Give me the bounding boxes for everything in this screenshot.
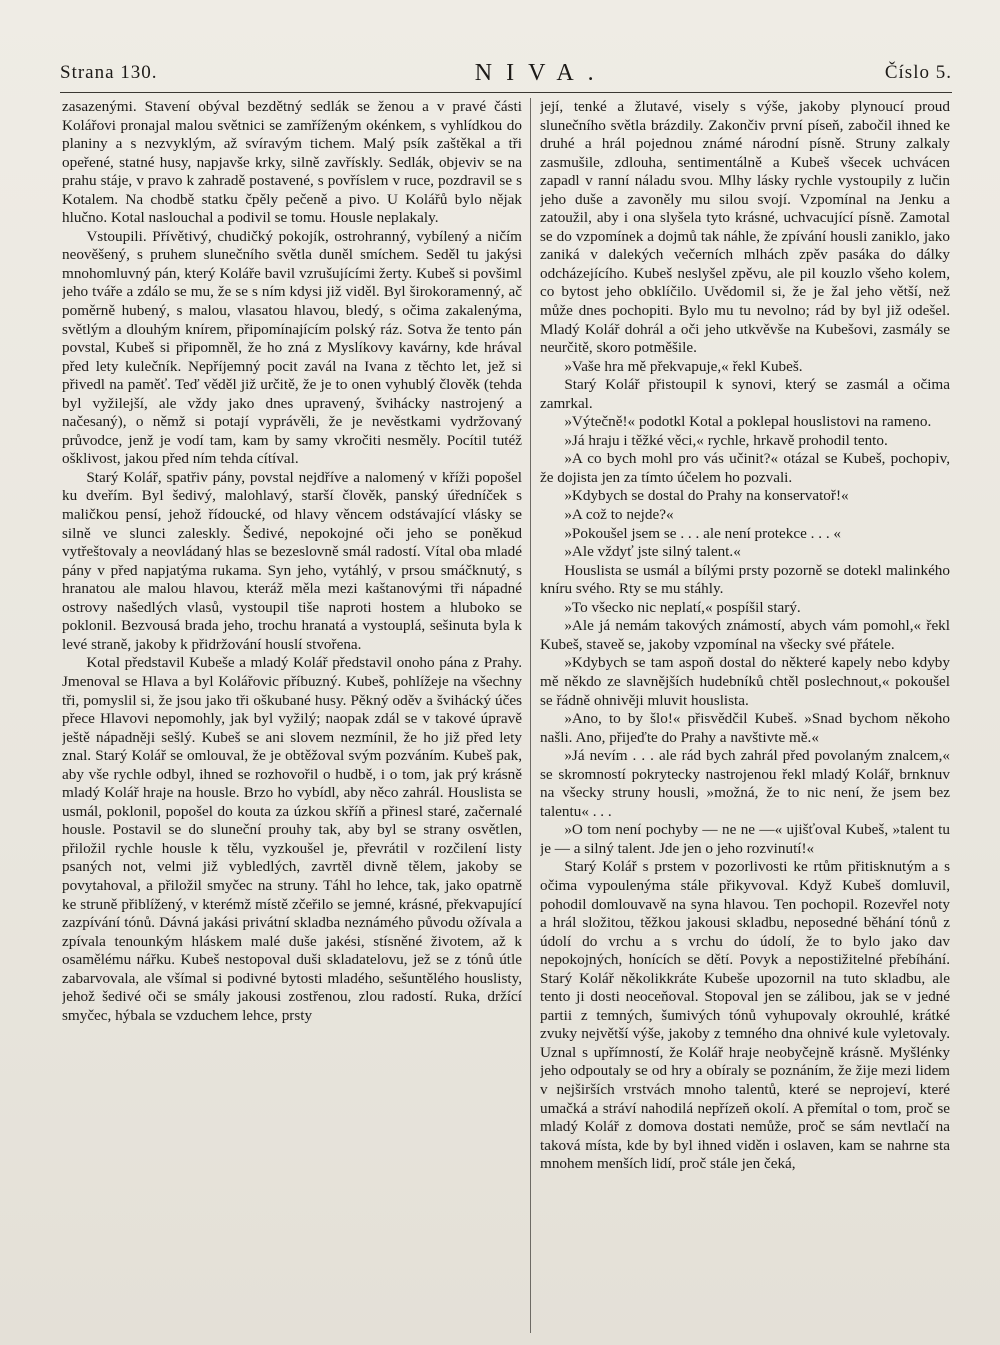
- paragraph: Vstoupili. Přívětivý, chudičký pokojík, ostrohranný, vybílený a ničím neověšený, s pruhem slunečního světla duněl smíchem. Seděl tu jakýsi mnohomluvný pán, který Koláře bavil vzrušujícími žerty. Kubeš si povšiml jeho tváře a zdálo se mu, že se s ním kdysi již viděl. Byl širokoramenný, ač poměrně hubený, s malou, vlasatou hlavou, bledý, s očima zakalenýma, světlým a dlouhým knírem, připomínajícím polský ráz. Sotva že tento pán povstal, Kubeš si připomněl, že ho zná z Myslíkovy kavárny, kde hrával před lety kulečník. Nepříjemný pocit zavál na Ivana z těchto let, jež si přivedl na paměť. Teď věděl již určitě, že je to onen vyhublý člověk (tehda byl vyžilejší, ale vždy jako dnes upravený, švihácky nastrojený a načesaný), o němž si potají vyprávěli, že je nevěstkami vydržovaný průvodce, jenž je vodí tam, kam by samy vkročiti nesměly. Pocítil tutéž ošklivost, jakou před ním tehda cítíval.: [62, 227, 522, 468]
- periodical-title: NIVA.: [474, 59, 608, 86]
- paragraph: »Výtečně!« podotkl Kotal a poklepal houslistovi na rameno.: [564, 413, 932, 431]
- paragraph: »Kdybych se dostal do Prahy na konservatoř!«: [564, 487, 849, 505]
- paragraph: Starý Kolář, spatřiv pány, povstal nejdříve a nalomený v kříži popošel ku dveřím. Byl šedivý, malohlavý, starší člověk, panský úředníček s maličkou pensí, jehož řídoucké, od hlavy věncem odstávající vlásky se silně ve slunci zaleskly. Šedivé, nepokojné oči jeho se poněkud vytřeštovaly a neovládaný hlas se bezeslovně smál radostí. Vítal oba mladé pány v před napjatýma rukama. Syn jeho, vytáhlý, v prsou smáčknutý, s hranatou ale malou hlavou, kteráž měla mezi kaštanovými tři nápadné ostrovy našedlých vlasů, vystoupil tiše naproti hostem a hluboko se poklonil. Bezvousá brada jeho, trochu hranatá a vystouplá, sešinuta byla k levé straně, jakoby k přidržování houslí stvořena.: [62, 468, 522, 653]
- issue-number: Číslo 5.: [884, 62, 952, 83]
- paragraph: »Já hraju i těžké věci,« rychle, hrkavě prohodil tento.: [564, 431, 888, 449]
- paragraph: »Ano, to by šlo!« přisvědčil Kubeš. »Snad bychom někoho našli. Ano, přijeďte do Prahy a navštivte mě.«: [540, 710, 950, 746]
- header-rule: [60, 92, 952, 93]
- paragraph: »A což to nejde?«: [564, 506, 674, 524]
- right-column: [540, 98, 950, 1333]
- paragraph: »Vaše hra mě překvapuje,« řekl Kubeš.: [564, 357, 803, 375]
- paragraph: Starý Kolář s prstem v pozorlivosti ke rtům přitisknutým a s očima vypoulenýma stále přikyvoval. Když Kubeš domluvil, pohodil domlouvavě na syna hlavou. Ten pochopil. Rozevřel noty a hrál složitou, těžkou jakousi skladbu, neposedné běhání tónů z údolí do vrchu a s vrchu do údolí, že to bylo jako dav nepokojných, honících se dětí. Povyk a nepostižitelné přebíhání. Starý Kolář několikkráte Kubeše upozornil na tuto skladbu, ale tento ji dosti neoceňoval. Stopoval jen se zálibou, jak se v jedné partii z temných, šumivých tónů vyhupovaly okrouhlé, krátké zvuky největší výše, jakoby z temného dna ohnivé kule vyletovaly. Uznal s upřímností, že Kolář hraje neobyčejně krásně. Myšlénky jeho odpoutaly se od hry a obíraly se poznáním, že žije mezi lidem v nejširších vrstvách mnoho talentů, které se neprojeví, které umačká a stráví nahodilá nepřízeň okolí. A přemítal o tom, proč se mladý Kolář z domova dostati nemůže, proč se sám nevtlačí na taková místa, kde by byl ihned viděn i oslaven, kam se nahrne sta mnohem menších lidí, proč stále jen čeká,: [540, 858, 950, 1173]
- paragraph: »Ale já nemám takových známostí, abych vám pomohl,« řekl Kubeš, staveě se, jakoby vzpomínal na všecky své přátele.: [540, 617, 950, 653]
- paragraph: »To všecko nic neplatí,« pospíšil starý.: [564, 598, 801, 616]
- paragraph: Kotal představil Kubeše a mladý Kolář představil onoho pána z Prahy. Jmenoval se Hlava a byl Kolářovic příbuzný. Kubeš, pohlížeje na všechny tři, pomyslil si, že jsou jako tři oškubané husy. Pěkný oděv a švihácký účes přece Hlavovi nepomohly, jak byl vyžilý; naopak zdál se v takové úpravě ještě nápadněji sešlý. Kubeš se ani slovem nezmínil, že ho již před lety znal. Starý Kolář se omlouval, že je obtěžoval svým pozváním. Kubeš pak, aby vše rychle odbyl, ihned se rozhovořil o hudbě, i o tom, jak prý krásně mladý Kolář hraje na housle. Brzo ho vybídl, aby něco zahrál. Houslista se usmál, poklonil, popošel do kouta za úzkou skříň a přinesl staré, začernalé housle. Postavil se do sluneční prouhy tak, aby byl se strany osvětlen, přiložil rychle housle k tělu, vyzkoušel je, převrátil v rozčilení listy psaných not, velmi již vybledlých, zavrtěl divně tělem, jakoby se povytahoval, a přiložil smyčec na struny. Táhl ho lehce, tak, jako opatrně ke struně přiblížený, v kterémž místě zčeřilo se jemné, krásné, překvapující zazpívání tónů. Dávná jakási privátní skladba neznámého původu ožívala a zpívala tenounkým hláskem malé duše jakési, stísněné životem, až k osamělému nářku. Kubeš nestopoval duši skladatelovu, jež se z tónů útle zabarvovala, ale všímal si podivné bytosti mladého, sešuntělého houslisty, jehož šedivé oči se smály jakousi zostřenou, zlou radostí. Ruka, držící smyčec, hýbala se vzduchem lehce, prsty: [62, 654, 522, 1024]
- paragraph: zasazenými. Stavení obýval bezdětný sedlák se ženou a v pravé části Kolářovi pronajal malou světnici se zamříženým okénkem, s vyhlídkou do planiny a s nezvyklým, až svíravým tichem. Malý psík zaštěkal a tři opeřené, statné husy, napjavše krky, silně zavřískly. Sedlák, objeviv se na prahu stáje, v pravo k zahradě postavené, s povříslem v ruce, pozdravil se s Kotalem. Na chodbě statku čpěly pečeně a pivo. U Kolářů bylo nějak hlučno. Kotal naslouchal a podivil se tomu. Housle neplakaly.: [62, 98, 522, 227]
- paragraph: její, tenké a žlutavé, visely s výše, jakoby plynoucí proud slunečního světla brázdily. Zakončiv první píseň, zabočil ihned ke druhé a hrál pojednou známé národní písně. Struny zalkaly zasmušile, zdlouha, sentimentálně a Kubeš všecek uchvácen zapadl v ranní náladu svou. Mlhy lásky rychle vystoupily z lučin jeho duše a zavoněly mu silou svojí. Vzpomínal na Jenku a zatoužil, aby i ona slyšela tyto krásné, uchvacující písně. Zamotal se do vzpomínek a dojmů tak náhle, že zpívání housli zaniklo, jako zaniká v dalekých večerních mlhách zpěv pasáka do dálky odcházejícího. Kubeš neslyšel zpěvu, ale pil kouzlo všeho kolem, co bytost jeho obklíčilo. Uvědomil si, že je žal jeho větší, než může dnes pochopiti. Bylo mu tu nevolno; rád by byl již odešel. Mladý Kolář dohrál a oči jeho utkvěvše na Kubešovi, zasmály se neurčitě, skoro potměšile.: [540, 98, 950, 357]
- paragraph: »Já nevím . . . ale rád bych zahrál před povolaným znalcem,« se skromností pokrytecky nastrojenou řekl mladý Kolář, brnknuv na všecky struny housli, »možná, že to nic není, že jsem bez talentu« . . .: [540, 747, 950, 820]
- paragraph: Starý Kolář přistoupil k synovi, který se zasmál a očima zamrkal.: [540, 376, 950, 412]
- left-column: [62, 98, 522, 1333]
- paragraph: »Pokoušel jsem se . . . ale není protekce . . . «: [564, 524, 842, 542]
- paragraph: »Ale vždyť jste silný talent.«: [564, 543, 741, 561]
- paragraph: »O tom není pochyby — ne ne —« ujišťoval Kubeš, »talent tu je — a silný talent. Jde jen o jeho rozvinutí!«: [540, 821, 950, 857]
- paragraph: »A co bych mohl pro vás učinit?« otázal se Kubeš, pochopiv, že dojista jen za tímto účelem ho pozvali.: [540, 450, 950, 486]
- column-divider: [530, 98, 531, 1333]
- page-number: Strana 130.: [60, 62, 158, 83]
- page-header: [60, 58, 952, 88]
- paragraph: Houslista se usmál a bílými prsty pozorně se dotekl malinkého kníru svého. Rty se mu stáhly.: [540, 561, 950, 598]
- paragraph: »Kdybych se tam aspoň dostal do některé kapely nebo kdyby mě někdo ze slavnějších hudebníků chtěl poslechnout,« pokoušel se řádně ohnivěji mluvit houslista.: [540, 654, 950, 709]
